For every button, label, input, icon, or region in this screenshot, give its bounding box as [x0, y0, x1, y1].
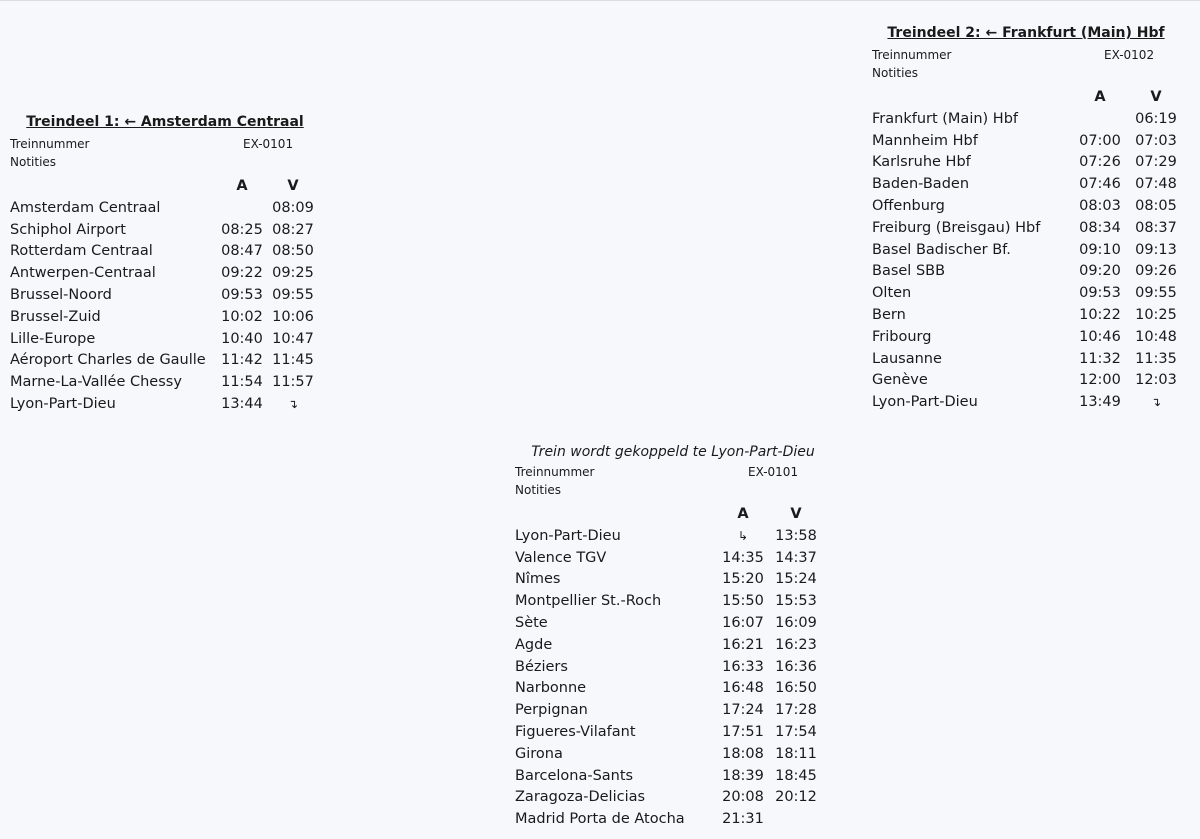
table-row	[515, 547, 821, 569]
table-row	[872, 239, 1181, 261]
table-row	[515, 656, 821, 678]
table-row	[872, 391, 1181, 413]
table-row	[872, 370, 1181, 392]
departure-time: 20:12	[775, 789, 817, 806]
arrival-time: 21:31	[722, 811, 764, 828]
table-row	[515, 787, 821, 809]
departure-time: 15:24	[775, 571, 817, 588]
arrival-time: 18:39	[722, 767, 764, 784]
station-name: Brussel-Zuid	[10, 308, 101, 325]
table-row	[872, 173, 1181, 195]
timetable-body	[872, 108, 1181, 413]
train-number-row	[515, 463, 835, 481]
departure-time: 07:29	[1135, 154, 1177, 171]
table-row	[515, 743, 821, 765]
departure-time: 09:13	[1135, 241, 1177, 258]
station-name: Baden-Baden	[872, 176, 970, 193]
departure-time: 16:23	[775, 636, 817, 653]
arrival-time: 07:26	[1079, 154, 1121, 171]
table-row	[515, 721, 821, 743]
station-name: Offenburg	[872, 198, 945, 215]
notes-label: Notities	[10, 155, 57, 169]
arrival-time: 18:08	[722, 745, 764, 762]
station-name: Rotterdam Centraal	[10, 243, 153, 260]
train-number-label: Treinnummer	[10, 137, 90, 151]
arrival-time: 14:35	[722, 549, 764, 566]
departure-time: 08:27	[272, 221, 314, 238]
arrival-time: 08:03	[1079, 198, 1121, 215]
station-name: Freiburg (Breisgau) Hbf	[872, 219, 1041, 236]
timetable-block-coupled	[515, 442, 835, 830]
departure-time: 16:09	[775, 615, 817, 632]
table-row	[872, 130, 1181, 152]
station-name: Lyon-Part-Dieu	[10, 396, 116, 413]
arrival-time: 08:34	[1079, 219, 1121, 236]
station-name: Antwerpen-Centraal	[10, 265, 156, 282]
table-row	[515, 808, 821, 830]
station-name: Marne-La-Vallée Chessy	[10, 374, 182, 391]
arrival-time: 08:25	[221, 221, 263, 238]
table-row	[515, 569, 821, 591]
departure-time: 07:48	[1135, 176, 1177, 193]
departure-time: 16:50	[775, 680, 817, 697]
departure-time: 18:45	[775, 767, 817, 784]
departure-time: 08:05	[1135, 198, 1177, 215]
arrival-time: 09:22	[221, 265, 263, 282]
block-title: Trein wordt gekoppeld te Lyon-Part-Dieu	[531, 444, 815, 460]
arrival-time: 10:02	[221, 308, 263, 325]
arrival-time: 16:21	[722, 636, 764, 653]
arrival-time: 20:08	[722, 789, 764, 806]
station-name: Figueres-Vilafant	[515, 724, 636, 741]
table-row	[515, 634, 821, 656]
arrival-time: 13:44	[221, 396, 263, 413]
timetable-block-frankfurt	[872, 23, 1192, 413]
departure-header: V	[790, 506, 802, 522]
arrival-time: 10:22	[1079, 307, 1121, 324]
column-header-row	[10, 175, 316, 197]
departure-time	[771, 808, 821, 830]
departure-time: 09:55	[1135, 285, 1177, 302]
station-name: Girona	[515, 745, 563, 762]
arrival-time: 17:51	[722, 724, 764, 741]
departure-time: 18:11	[775, 745, 817, 762]
arrival-time: 08:47	[221, 243, 263, 260]
station-name: Valence TGV	[515, 549, 607, 566]
station-name: Schiphol Airport	[10, 221, 126, 238]
train-number-row	[10, 135, 330, 153]
table-row	[872, 108, 1181, 130]
station-name: Madrid Porta de Atocha	[515, 811, 685, 828]
train-number-value: EX-0101	[748, 465, 799, 479]
arrival-time: 11:32	[1079, 350, 1121, 367]
table-row	[872, 282, 1181, 304]
arrival-time: 10:40	[221, 330, 263, 347]
table-row	[872, 348, 1181, 370]
station-name: Olten	[872, 285, 912, 302]
arrival-time: 17:24	[722, 702, 764, 719]
station-name: Basel Badischer Bf.	[872, 241, 1011, 258]
arrival-time: 07:00	[1079, 132, 1121, 149]
table-row	[872, 195, 1181, 217]
departure-time: 10:48	[1135, 328, 1177, 345]
station-name: Brussel-Noord	[10, 287, 112, 304]
table-row	[10, 219, 316, 241]
timetable-body	[10, 197, 316, 415]
table-row	[872, 326, 1181, 348]
table-row	[515, 612, 821, 634]
station-name: Sète	[515, 615, 548, 632]
departure-time: 10:47	[272, 330, 314, 347]
departure-time: 08:50	[272, 243, 314, 260]
departure-time: 10:06	[272, 308, 314, 325]
notes-row	[872, 64, 1192, 82]
departure-time: 13:58	[775, 527, 817, 544]
arrival-time: 11:42	[221, 352, 263, 369]
departure-time: 10:25	[1135, 307, 1177, 324]
timetable	[872, 86, 1181, 413]
departure-time: 12:03	[1135, 372, 1177, 389]
departure-time: 07:03	[1135, 132, 1177, 149]
departure-time: 11:35	[1135, 350, 1177, 367]
notes-row	[515, 481, 835, 499]
table-row	[515, 699, 821, 721]
train-number-label: Treinnummer	[872, 48, 952, 62]
station-name: Barcelona-Sants	[515, 767, 634, 784]
table-row	[515, 765, 821, 787]
train-number-value: EX-0102	[1104, 48, 1155, 62]
train-number-row	[872, 46, 1192, 64]
arrival-time	[214, 197, 270, 219]
station-name: Narbonne	[515, 680, 587, 697]
departure-time: ↴	[1150, 395, 1162, 410]
station-name: Béziers	[515, 658, 568, 675]
departure-time: 09:55	[272, 287, 314, 304]
station-name: Bern	[872, 307, 906, 324]
station-name: Genève	[872, 372, 928, 389]
departure-time: 11:45	[272, 352, 314, 369]
timetable-block-amsterdam	[10, 112, 330, 415]
block-title: Treindeel 2: ← Frankfurt (Main) Hbf	[887, 25, 1165, 41]
table-row	[872, 304, 1181, 326]
notes-row	[10, 153, 330, 171]
column-header-row	[515, 503, 821, 525]
timetable	[515, 503, 821, 830]
departure-time: 11:57	[272, 374, 314, 391]
station-name: Montpellier St.-Roch	[515, 593, 662, 610]
arrival-time: 11:54	[221, 374, 263, 391]
station-name: Karlsruhe Hbf	[872, 154, 971, 171]
arrival-time: 16:48	[722, 680, 764, 697]
station-name: Fribourg	[872, 328, 932, 345]
departure-time: 09:25	[272, 265, 314, 282]
station-name: Nîmes	[515, 571, 561, 588]
arrival-time: ↳	[737, 528, 749, 543]
notes-label: Notities	[515, 483, 562, 497]
station-name: Mannheim Hbf	[872, 132, 978, 149]
arrival-time: 15:50	[722, 593, 764, 610]
station-name: Lyon-Part-Dieu	[515, 527, 621, 544]
arrival-header: A	[737, 506, 749, 522]
departure-header: V	[287, 178, 299, 194]
station-name: Lyon-Part-Dieu	[872, 394, 978, 411]
arrival-time: 16:07	[722, 615, 764, 632]
table-row	[515, 590, 821, 612]
arrival-time: 16:33	[722, 658, 764, 675]
arrival-time	[1069, 108, 1131, 130]
station-name: Lausanne	[872, 350, 942, 367]
station-name: Agde	[515, 636, 553, 653]
departure-header: V	[1150, 89, 1162, 105]
arrival-header: A	[236, 178, 248, 194]
table-row	[872, 152, 1181, 174]
table-row	[515, 525, 821, 547]
table-row	[10, 197, 316, 219]
departure-time: 17:28	[775, 702, 817, 719]
column-header-row	[872, 86, 1181, 108]
departure-time: 17:54	[775, 724, 817, 741]
station-name: Perpignan	[515, 702, 588, 719]
block-title: Treindeel 1: ← Amsterdam Centraal	[26, 114, 304, 130]
arrival-time: 15:20	[722, 571, 764, 588]
arrival-time: 07:46	[1079, 176, 1121, 193]
station-name: Frankfurt (Main) Hbf	[872, 110, 1019, 127]
timetable	[10, 175, 316, 415]
departure-time: 15:53	[775, 593, 817, 610]
arrival-header: A	[1094, 89, 1106, 105]
table-row	[10, 284, 316, 306]
arrival-time: 12:00	[1079, 372, 1121, 389]
arrival-time: 09:10	[1079, 241, 1121, 258]
table-row	[10, 241, 316, 263]
departure-time: 06:19	[1135, 110, 1177, 127]
table-row	[872, 261, 1181, 283]
departure-time: 09:26	[1135, 263, 1177, 280]
station-name: Amsterdam Centraal	[10, 199, 161, 216]
arrival-time: 09:53	[221, 287, 263, 304]
station-name: Zaragoza-Delicias	[515, 789, 646, 806]
station-name: Aéroport Charles de Gaulle	[10, 352, 206, 369]
notes-label: Notities	[872, 66, 919, 80]
departure-time: 08:37	[1135, 219, 1177, 236]
train-number-value: EX-0101	[243, 137, 294, 151]
arrival-time: 09:20	[1079, 263, 1121, 280]
train-number-label: Treinnummer	[515, 465, 595, 479]
station-name: Lille-Europe	[10, 330, 96, 347]
arrival-time: 09:53	[1079, 285, 1121, 302]
table-row	[10, 350, 316, 372]
departure-time: ↴	[287, 397, 299, 412]
table-row	[10, 393, 316, 415]
departure-time: 16:36	[775, 658, 817, 675]
arrival-time: 13:49	[1079, 394, 1121, 411]
table-row	[10, 371, 316, 393]
station-name: Basel SBB	[872, 263, 946, 280]
table-row	[10, 306, 316, 328]
table-row	[515, 678, 821, 700]
departure-time: 14:37	[775, 549, 817, 566]
timetable-body	[515, 525, 821, 830]
arrival-time: 10:46	[1079, 328, 1121, 345]
table-row	[872, 217, 1181, 239]
departure-time: 08:09	[272, 199, 314, 216]
table-row	[10, 262, 316, 284]
table-row	[10, 328, 316, 350]
